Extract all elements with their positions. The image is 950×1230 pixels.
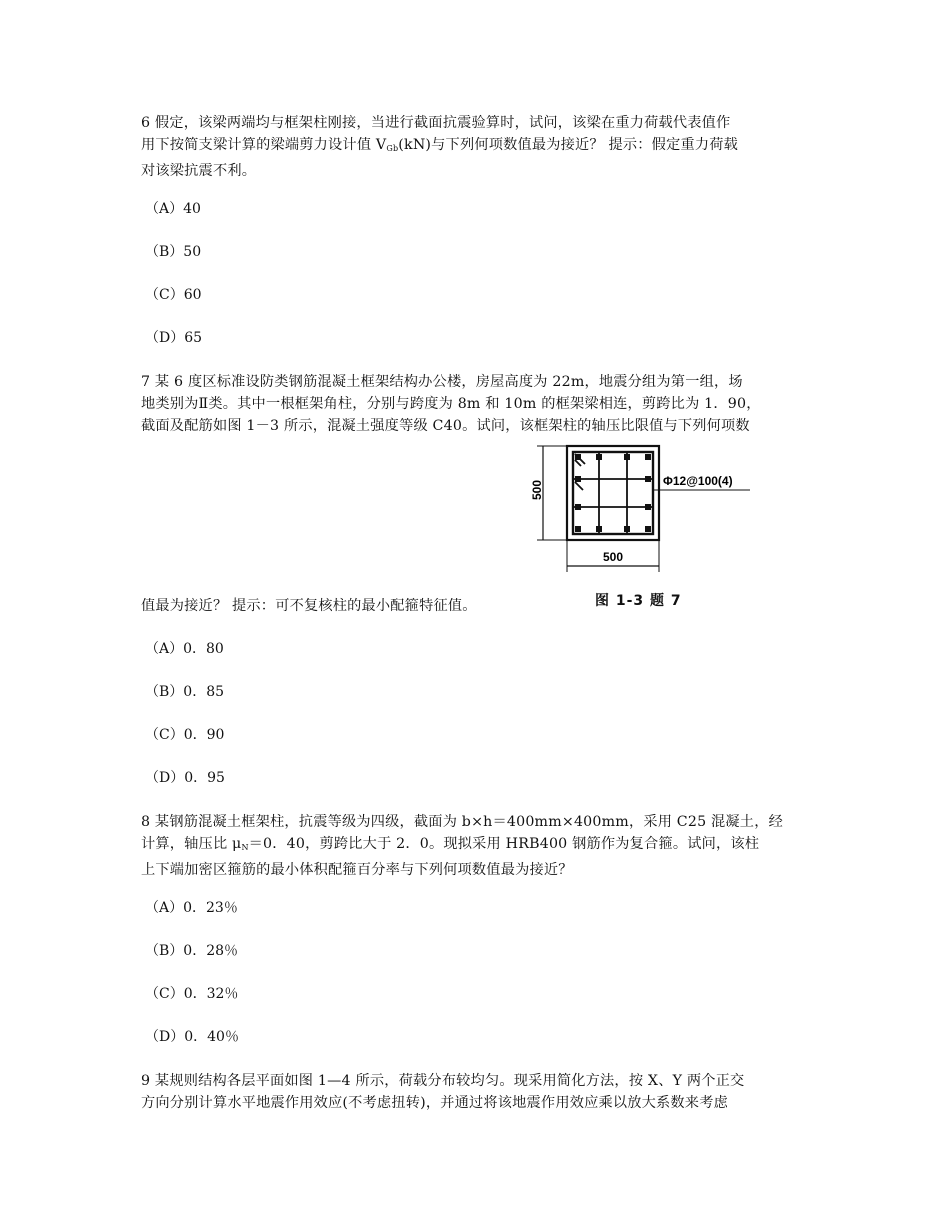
q7-option-c: （C）0．90 — [145, 727, 225, 743]
question-8-text — [141, 811, 813, 881]
q6-subscript: Gb — [386, 144, 399, 153]
rebar — [645, 526, 651, 532]
q8-line-3: 上下端加密区箍筋的最小体积配箍百分率与下列何项数值最为接近？ — [141, 862, 573, 878]
rebar — [575, 476, 581, 482]
rebar — [624, 526, 630, 532]
q7-option-a: （A）0．80 — [145, 641, 224, 657]
q9-line-1: 9 某规则结构各层平面如图 1—4 所示，荷载分布较均匀。现采用简化方法，按 X、Y 两个正交 — [141, 1073, 745, 1089]
q8-option-b: （B）0．28％ — [145, 943, 239, 959]
q6-line-2b: (kN)与下列何项数值最为接近？ 提示：假定重力荷载 — [398, 137, 739, 153]
rebar — [596, 454, 602, 460]
rebar — [575, 504, 581, 510]
q8-line-1: 8 某钢筋混凝土框架柱，抗震等级为四级，截面为 b×h＝400mm×400mm，采用 C25 混凝土，经 — [141, 814, 783, 830]
height-dimension-label: 500 — [530, 479, 544, 501]
outer-stirrup — [573, 452, 653, 534]
q6-line-1: 6 假定，该梁两端均与框架柱刚接，当进行截面抗震验算时，试问，该梁在重力荷载代表值作 — [141, 115, 731, 131]
q7-line-1: 7 某 6 度区标准设防类钢筋混凝土框架结构办公楼，房屋高度为 22m，地震分组为第一组，场 — [141, 374, 743, 390]
width-dimension-label: 500 — [602, 550, 624, 564]
q6-option-c: （C）60 — [145, 287, 202, 303]
longitudinal-rebars — [575, 454, 651, 532]
rebar — [596, 526, 602, 532]
q6-line-2a: 用下按简支梁计算的梁端剪力设计值 V — [141, 137, 387, 153]
rebar — [645, 504, 651, 510]
question-6-text — [141, 112, 813, 182]
q6-option-b: （B）50 — [145, 244, 202, 260]
rebar — [575, 454, 581, 460]
stirrup-spec-label: Φ12@100(4) — [663, 474, 733, 488]
q7-line-3: 截面及配筋如图 1－3 所示，混凝土强度等级 C40。试问，该框架柱的轴压比限值与下列何项数 — [141, 418, 750, 434]
q8-subscript: N — [241, 843, 249, 852]
rebar — [645, 454, 651, 460]
q9-line-2: 方向分别计算水平地震作用效应(不考虑扭转)，并通过将该地震作用效应乘以放大系数来考虑 — [141, 1095, 728, 1111]
q6-line-3: 对该梁抗震不利。 — [141, 163, 257, 179]
question-9-text — [141, 1070, 813, 1114]
q8-option-a: （A）0．23％ — [145, 900, 238, 916]
q7-option-b: （B）0．85 — [145, 684, 225, 700]
q6-option-a: （A）40 — [145, 201, 201, 217]
q7-option-d: （D）0．95 — [145, 770, 225, 786]
corner-hook-2 — [575, 482, 583, 490]
question-7-text — [141, 371, 813, 437]
q8-option-d: （D）0．40％ — [145, 1029, 239, 1045]
rebar — [645, 476, 651, 482]
q7-line-4: 值最为接近？ 提示：可不复核柱的最小配箍特征值。 — [141, 598, 477, 614]
rebar — [624, 454, 630, 460]
rebar — [575, 526, 581, 532]
figure-caption: 图 1-3 题 7 — [595, 593, 682, 609]
q8-option-c: （C）0．32％ — [145, 986, 239, 1002]
q8-line-2b: ＝0．40，剪跨比大于 2．0。现拟采用 HRB400 钢筋作为复合箍。试问，该柱 — [248, 836, 760, 852]
q8-line-2a: 计算，轴压比 μ — [141, 836, 242, 852]
q7-line-2: 地类别为Ⅱ类。其中一根框架角柱，分别与跨度为 8m 和 10m 的框架梁相连，剪跨比为 1．90， — [141, 396, 761, 412]
q6-option-d: （D）65 — [145, 330, 203, 346]
